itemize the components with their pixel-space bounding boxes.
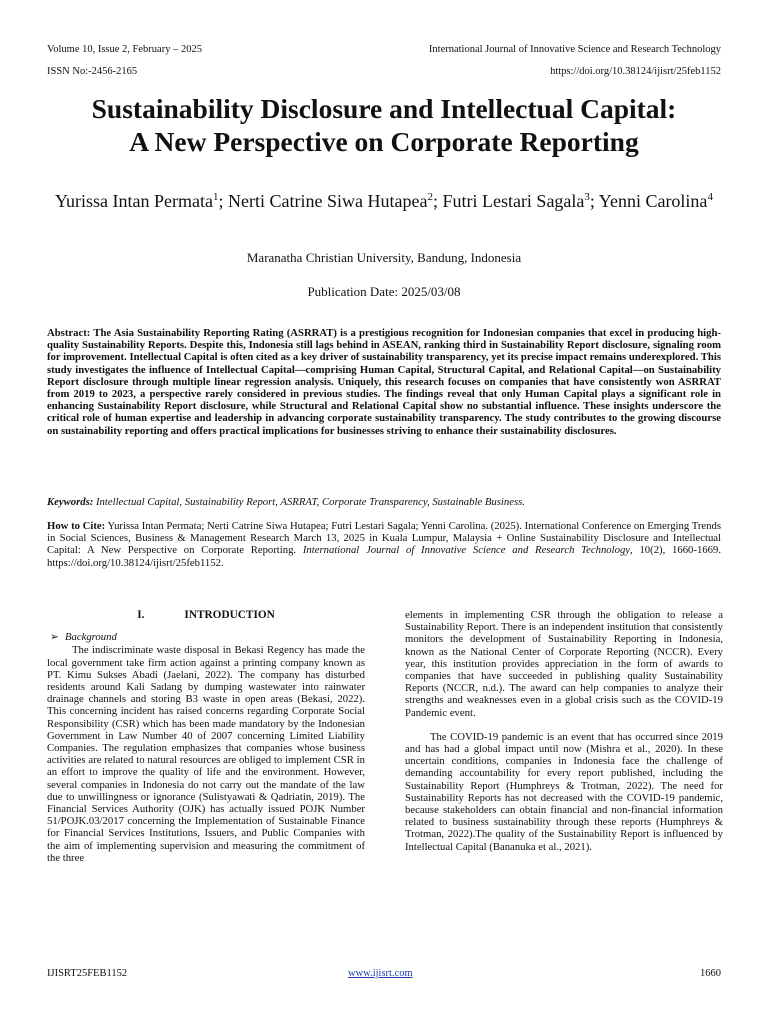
author-list [40,185,728,213]
bullet-icon: ➢ [50,631,59,644]
subheading [50,631,365,643]
journal-name: International Journal of Innovative Science and Research Technology [428,44,721,55]
left-column [47,609,365,864]
author-3-affiliation: 3 [584,191,590,203]
subheading-text: Background [64,631,117,644]
citation [47,520,721,569]
author-3: ; Futri Lestari Sagala [432,191,585,211]
page-number: 1660 [700,968,721,979]
section-number: I. [137,609,145,621]
citation-text: Yurissa Intan Permata; Nerti Catrine Siwa Hutapea; Futri Lestari Sagala; Yenni Carolina. (2025). International Conference on Emerging Trends in Social Sciences, Business & Management Research March 13, 2025 in Kuala Lumpur, Malaysia + Online Sustainability Disclosure and Intellectual Capital: A New Perspective on Corporate Reporting. [47,520,722,557]
right-column [405,609,723,853]
page-title [20,92,748,158]
doi-link[interactable]: https://doi.org/10.38124/ijisrt/25feb1152 [550,66,721,77]
keywords-text: Intellectual Capital, Sustainability Report, ASRRAT, Corporate Transparency, Sustainable Business. [95,496,525,508]
paragraph-3: The COVID-19 pandemic is an event that has occurred since 2019 and has had a global impact until now (Mishra et al., 2020). In these uncertain conditions, companies in Indonesia face the challenge of demanding accountability for every report published, including the Sustainability Report (Humphreys & Trotman, 2022). The need for Sustainability Reports has not decreased with the COVID-19 pandemic, because stakeholders can obtain financial and non-financial information related to business sustainability through these reports (Humphreys & Trotman, 2022).The quality of the Sustainability Report is influenced by Intellectual Capital (Bananuka et al., 2021). [405,730,723,853]
affiliation: Maranatha Christian University, Bandung, Indonesia [246,250,522,265]
volume-issue: Volume 10, Issue 2, February – 2025 [47,44,202,55]
author-1: Yurissa Intan Permata [55,191,214,211]
section-title: INTRODUCTION [184,609,275,621]
author-4: ; Yenni Carolina [589,191,708,211]
paragraph-1: The indiscriminate waste disposal in Bekasi Regency has made the local government take firm action against a printing company known as PT. Kimu Sukses Abadi (Jaelani, 2022). The company has disturbed residents around Kali Sadang by dumping wastewater into rainwater drainage channels and storing B3 waste in open areas (Bekasi, 2022). This concerning incident has raised concerns regarding Corporate Social Responsibility (CSR) which has been made mandatory by the Indonesian Government in Law Number 40 of 2007 concerning Limited Liability Companies. The regulation emphasizes that companies whose business activities are related to natural resources are obliged to implement CSR in an effort to improve the quality of life and the environment. However, several companies in Indonesia do not carry out the mandate of the law due to unwillingness or ignorance (Sulistyawati & Qadriatin, 2019). The Financial Services Authority (OJK) has actually issued POJK Number 51/POJK.03/2017 concerning the Implementation of Sustainable Finance for Financial Services Institutions, Issuers, and Public Companies with the aim of implementing supervision and measuring the commitment of the three [47,644,365,864]
abstract-text: The Asia Sustainability Reporting Rating (ASRRAT) is a prestigious recognition for Indonesian companies that excel in producing high-quality Sustainability Reports. Despite this, Indonesia still lags behind in ASEAN, ranking third in Sustainability Report disclosure, signaling room for improvement. Intellectual Capital is often cited as a key driver of sustainability transparency, yet its precise impact remains underexplored. This study investigates the influence of Intellectual Capital—comprising Human Capital, Structural Capital, and Relational Capital—on Sustainability Report disclosure through multiple linear regression analysis. Uniquely, this research focuses on companies that have consistently won ASRRAT from 2019 to 2023, a perspective rarely considered in previous studies. The findings reveal that only Human Capital plays a significant role in enhancing Sustainability Report disclosure, while Structural and Relational Capital show no substantial influence. These insights underscore the critical role of human expertise and leadership in advancing corporate sustainability transparency. The study contributes to the growing discourse on sustainability reporting and offers practical implications for businesses striving to enhance their sustainability disclosures. [47,327,721,437]
citation-volume-doi: , 10(2), 1660-1669. https://doi.org/10.38124/ijisrt/25feb1152. [47,544,721,569]
issn: ISSN No:-2456-2165 [47,66,138,77]
author-1-affiliation: 1 [213,191,219,203]
citation-journal: International Journal of Innovative Science and Research Technology [302,544,631,557]
title-line-2: A New Perspective on Corporate Reporting [129,126,639,157]
section-heading [47,609,365,621]
author-4-affiliation: 4 [707,191,713,203]
title-line-1: Sustainability Disclosure and Intellectual Capital: [91,93,677,124]
publication-date: Publication Date: 2025/03/08 [307,284,461,299]
keywords [47,496,721,508]
paragraph-2: elements in implementing CSR through the obligation to release a Sustainability Report. There is an independent institution that consistently monitors the development of Sustainability Reporting in Indonesia, known as the National Center of Corporate Reporting (NCCR). Every year, this institution provides appreciation in the form of awards to companies that have succeeded in publishing quality Sustainability Reports (NCCR, n.d.). The award can help companies to analyze their strengths and weaknesses even in a global crisis such as the COVID-19 Pandemic event. [405,609,723,719]
footer-website-link[interactable]: www.ijisrt.com [348,968,413,979]
abstract-label: Abstract: [47,327,91,339]
author-2: ; Nerti Catrine Siwa Hutapea [218,191,428,211]
abstract [47,327,721,437]
citation-label: How to Cite: [47,520,106,532]
footer-article-id: IJISRT25FEB1152 [47,968,128,979]
author-2-affiliation: 2 [427,191,433,203]
keywords-label: Keywords: [47,496,94,508]
